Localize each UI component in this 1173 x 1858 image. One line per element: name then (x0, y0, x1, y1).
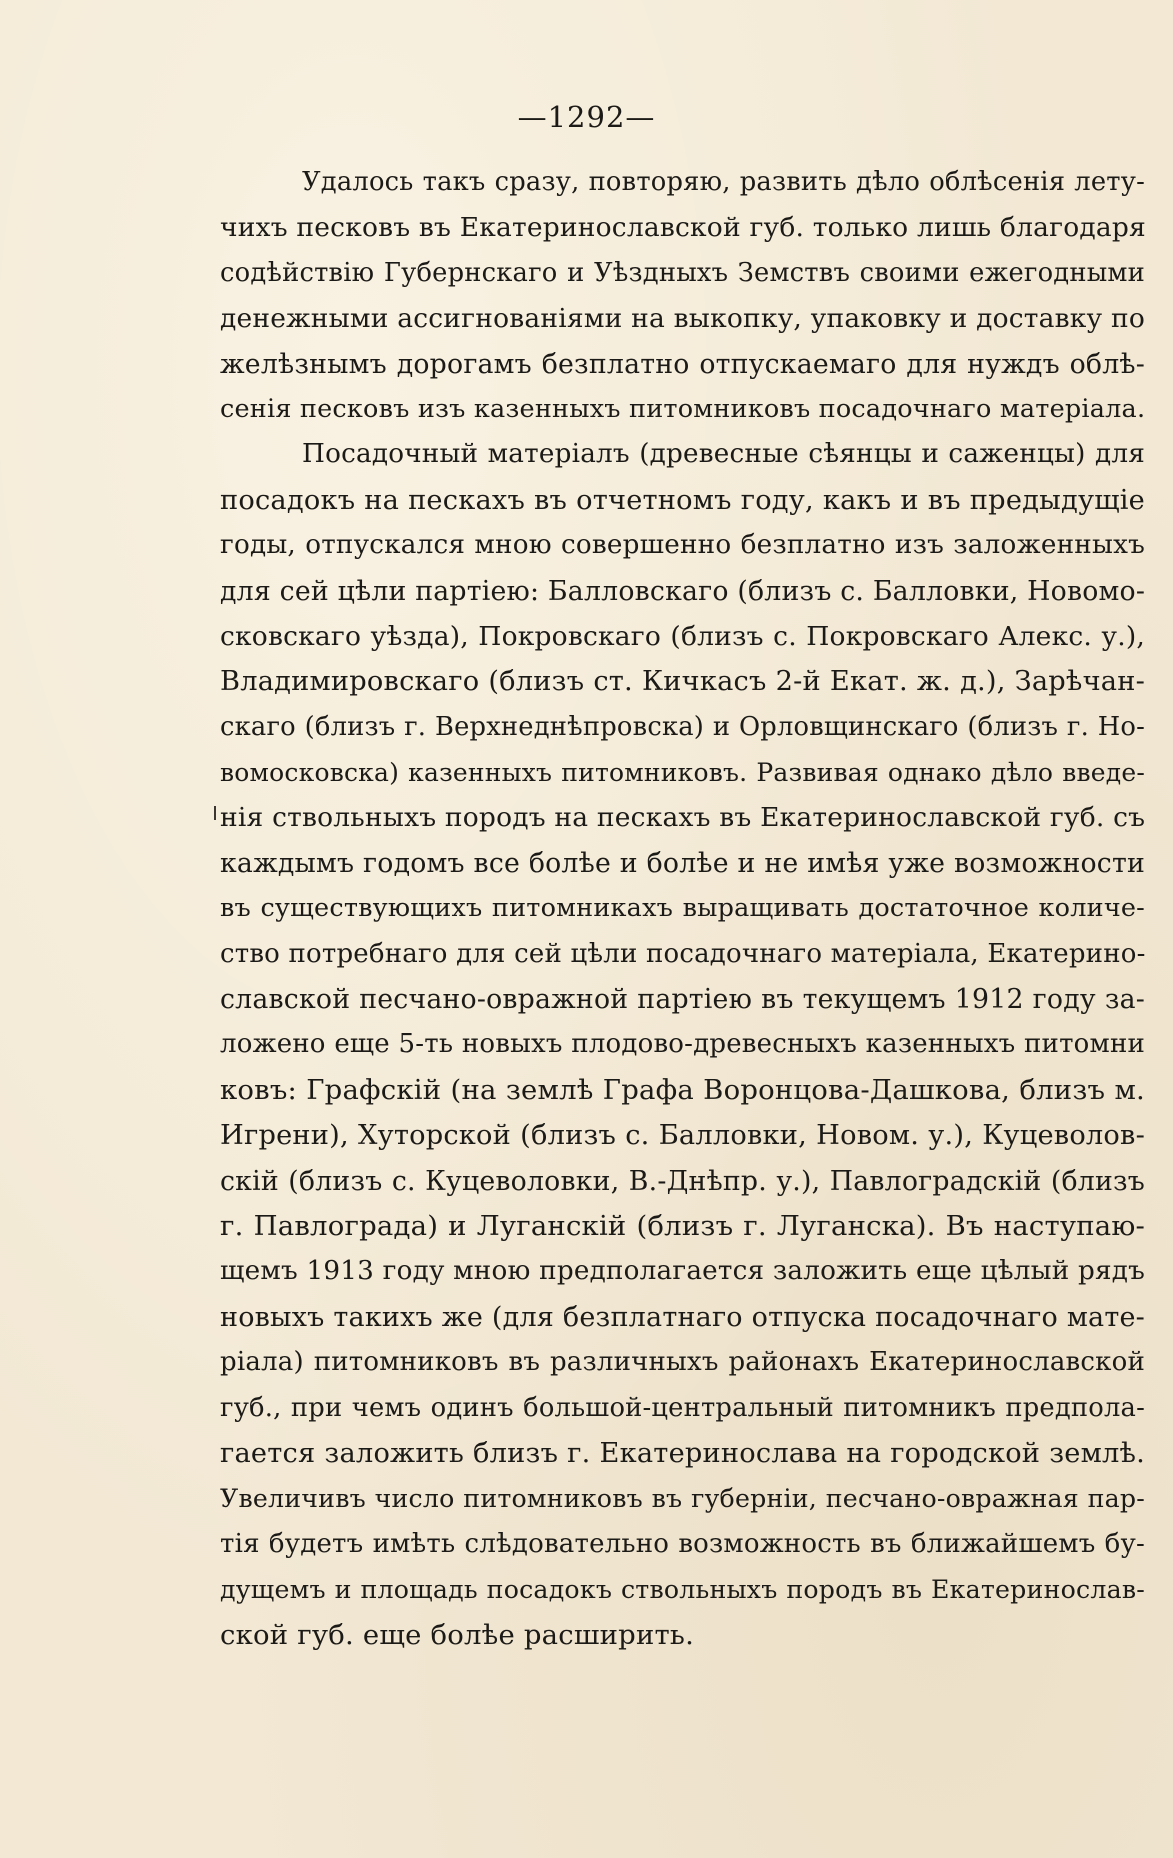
text-line: Владимировскаго (близъ ст. Кичкасъ 2-й Екат. ж. д.), Зарѣчан- (220, 666, 1145, 698)
text-line: тія будетъ имѣть слѣдовательно возможность въ ближайшемъ бу- (220, 1528, 1145, 1559)
text-line: нія ствольныхъ породъ на пескахъ въ Екатеринославской губ. съ (220, 802, 1146, 834)
text-line: чихъ песковъ въ Екатеринославской губ. только лишь благодаря (220, 212, 1146, 244)
text-line: посадокъ на пескахъ въ отчетномъ году, какъ и въ предыдущіе (220, 484, 1145, 516)
text-line: каждымъ годомъ все болѣе и болѣе и не имѣя уже возможности (220, 847, 1145, 879)
text-line: содѣйствію Губернскаго и Уѣздныхъ Земствъ своими ежегодными (220, 257, 1145, 288)
page-number: —1292— (517, 100, 656, 134)
text-line: денежными ассигнованіями на выкопку, упаковку и доставку по (220, 303, 1145, 335)
text-line: сковскаго уѣзда), Покровскаго (близъ с. Покровскаго Алекс. у.), (220, 620, 1145, 652)
text-line: скій (близъ с. Куцеволовки, В.-Днѣпр. у.), Павлоградскій (близъ (220, 1165, 1145, 1197)
document-body (220, 160, 1145, 1658)
text-line: Игрени), Хуторской (близъ с. Балловки, Новом. у.), Куцеволов- (220, 1120, 1145, 1152)
text-line: желѣзнымъ дорогамъ безплатно отпускаемаго для нуждъ облѣ- (220, 348, 1145, 380)
text-line: славской песчано-овражной партіею въ текущемъ 1912 году за- (220, 984, 1145, 1016)
text-line: сенія песковъ изъ казенныхъ питомниковъ посадочнаго матеріала. (220, 393, 1146, 424)
text-line: въ существующихъ питомникахъ выращивать достаточное количе- (220, 893, 1145, 924)
text-line: годы, отпускался мною совершенно безплатно изъ заложенныхъ (220, 530, 1145, 561)
text-line: для сей цѣли партіею: Балловскаго (близъ с. Балловки, Новомо- (220, 575, 1146, 607)
text-line: вомосковска) казенныхъ питомниковъ. Развивая однако дѣло введе- (220, 758, 1145, 788)
text-line: ство потребнаго для сей цѣли посадочнаго матеріала, Екатерино- (220, 938, 1146, 969)
text-line: гается заложить близъ г. Екатеринослава на городской землѣ. (220, 1437, 1145, 1469)
text-line: ложено еще 5-ть новыхъ плодово-древесныхъ казенныхъ питомни (220, 1029, 1145, 1060)
margin-mark (214, 806, 216, 820)
text-line: Посадочный матеріалъ (древесные сѣянцы и саженцы) для (302, 439, 1145, 470)
text-line: ріала) питомниковъ въ различныхъ районахъ Екатеринославской (220, 1347, 1145, 1378)
text-line: губ., при чемъ одинъ большой-центральный питомникъ предпола- (220, 1392, 1145, 1423)
text-line: скаго (близъ г. Верхнеднѣпровска) и Орловщинскаго (близъ г. Но- (220, 711, 1145, 742)
text-line: дущемъ и площадь посадокъ ствольныхъ породъ въ Екатеринослав- (220, 1575, 1145, 1605)
text-line: Удалось такъ сразу, повторяю, развить дѣло облѣсенія лету- (302, 167, 1145, 197)
text-line: Увеличивъ число питомниковъ въ губерніи, песчано-овражная пар- (220, 1484, 1145, 1514)
text-line-last: ской губ. еще болѣе расширить. (220, 1618, 695, 1651)
text-line: ковъ: Графскій (на землѣ Графа Воронцова-Дашкова, близъ м. (220, 1073, 1145, 1106)
text-line: новыхъ такихъ же (для безплатнаго отпуска посадочнаго мате- (220, 1301, 1145, 1333)
text-line: щемъ 1913 году мною предполагается заложить еще цѣлый рядъ (220, 1256, 1145, 1287)
text-line: г. Павлограда) и Луганскій (близъ г. Луганска). Въ наступаю- (220, 1209, 1145, 1242)
